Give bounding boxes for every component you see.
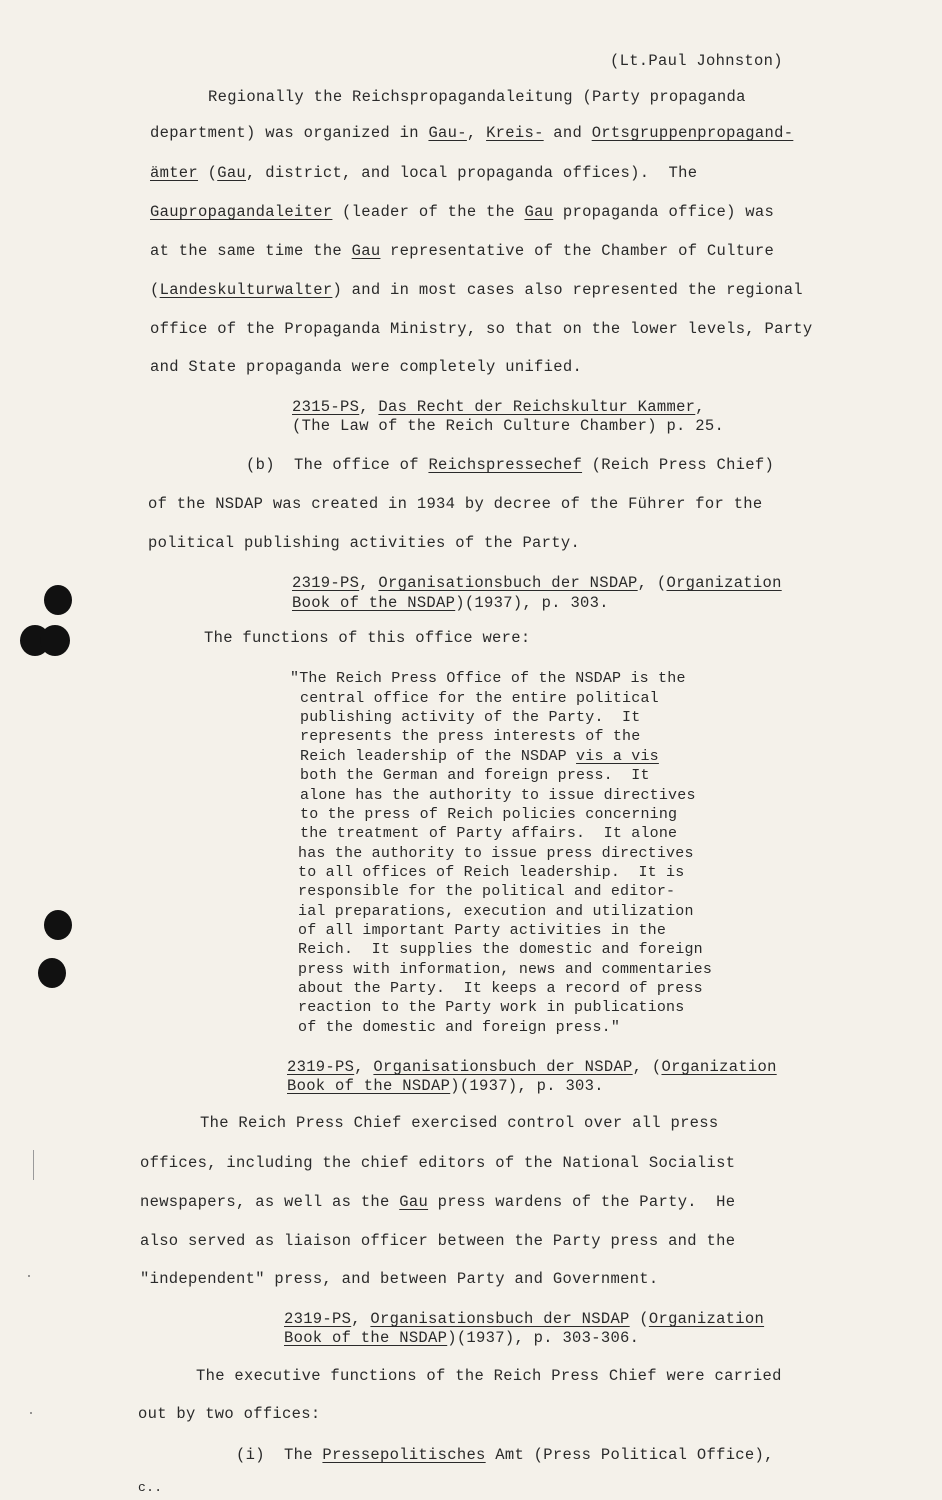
citation <box>292 398 705 416</box>
text-run: , <box>351 1310 371 1328</box>
text-run: press wardens of the Party. He <box>428 1193 736 1211</box>
p3-line: also served as liaison officer between the Party press and the <box>140 1232 736 1250</box>
term-gau: Gau- <box>428 124 467 142</box>
text-run: , <box>466 124 487 142</box>
p4-line: out by two offices: <box>138 1405 321 1423</box>
p3-line <box>140 1193 735 1211</box>
quote-line: responsible for the political and editor- <box>298 883 676 900</box>
author-header: (Lt.Paul Johnston) <box>610 52 783 70</box>
catchword: c.. <box>138 1480 163 1495</box>
margin-mark <box>28 1275 30 1277</box>
punch-hole <box>44 910 72 940</box>
citation-doc: 2319-PS <box>292 574 360 592</box>
quote-line <box>300 748 659 765</box>
citation <box>287 1058 777 1076</box>
text-run: ( <box>629 1310 649 1328</box>
text-run: , <box>695 398 705 416</box>
citation-translation: Book of the NSDAP <box>287 1077 451 1095</box>
citation <box>292 574 782 592</box>
citation <box>292 594 609 612</box>
citation-translation: Book of the NSDAP <box>284 1329 448 1347</box>
citation-doc: 2319-PS <box>287 1058 355 1076</box>
quote-line: reaction to the Party work in publications <box>298 999 685 1016</box>
quote-line: ial preparations, execution and utilization <box>298 903 694 920</box>
text-run: ( <box>150 281 160 299</box>
text-run: Amt (Press Political Office), <box>485 1446 774 1464</box>
text-run: (i) The <box>236 1446 323 1464</box>
citation-translation: Organization <box>648 1310 765 1328</box>
p2-line: of the NSDAP was created in 1934 by decree of the Führer for the <box>148 495 763 513</box>
citation <box>284 1329 639 1347</box>
quote-line: central office for the entire political <box>300 690 659 707</box>
p1-line <box>150 203 774 221</box>
text-run: ) and in most cases also represented the regional <box>332 281 803 299</box>
punch-hole <box>40 625 70 656</box>
p1-line: office of the Propaganda Ministry, so that on the lower levels, Party <box>150 320 813 338</box>
functions-intro: The functions of this office were: <box>204 629 531 647</box>
quote-line: alone has the authority to issue directives <box>300 787 696 804</box>
quote-line: has the authority to issue press directives <box>298 845 694 862</box>
p1-line: and State propaganda were completely unified. <box>150 358 583 376</box>
quote-line: of all important Party activities in the <box>298 922 667 939</box>
quote-line: publishing activity of the Party. It <box>300 709 641 726</box>
punch-hole <box>44 585 72 615</box>
p3-line: The Reich Press Chief exercised control over all press <box>200 1114 719 1132</box>
p1-line <box>150 242 774 260</box>
item-i <box>236 1446 774 1464</box>
term-gaupropagandaleiter: Gaupropagandaleiter <box>150 203 333 221</box>
p1-line: Regionally the Reichspropagandaleitung (Party propaganda <box>208 88 746 106</box>
text-run: at the same time the <box>150 242 352 260</box>
quote-line: of the domestic and foreign press." <box>298 1019 621 1036</box>
term-pressepolitisches: Pressepolitisches <box>322 1446 486 1464</box>
quote-line: Reich. It supplies the domestic and foreign <box>298 941 703 958</box>
text-run: , <box>359 398 379 416</box>
text-run: newspapers, as well as the <box>140 1193 400 1211</box>
text-run: and <box>543 124 592 142</box>
term-vis-a-vis: vis a vis <box>576 748 659 765</box>
p3-line: "independent" press, and between Party and Government. <box>140 1270 659 1288</box>
citation-translation: Book of the NSDAP <box>292 594 456 612</box>
term-landeskulturwalter: Landeskulturwalter <box>159 281 333 299</box>
p2-line: political publishing activities of the Party. <box>148 534 581 552</box>
margin-mark <box>30 1412 32 1414</box>
p1-line <box>150 124 793 142</box>
citation: (The Law of the Reich Culture Chamber) p. 25. <box>292 417 725 435</box>
citation-doc: 2319-PS <box>284 1310 352 1328</box>
text-run: representative of the Chamber of Culture <box>380 242 775 260</box>
quote-line: to all offices of Reich leadership. It is <box>298 864 685 881</box>
text-run: Reich leadership of the NSDAP <box>300 748 577 765</box>
term-ortsgruppen: Ortsgruppenpropagand- <box>591 124 794 142</box>
p3-line: offices, including the chief editors of the National Socialist <box>140 1154 736 1172</box>
quote-line: represents the press interests of the <box>300 728 641 745</box>
text-run: )(1937), p. 303-306. <box>447 1329 640 1347</box>
text-run: , ( <box>637 574 667 592</box>
text-run: (b) The office of <box>246 456 429 474</box>
term-gau: Gau <box>524 203 554 221</box>
citation-translation: Organization <box>666 574 782 592</box>
term-aemter: ämter <box>150 164 199 182</box>
p4-line: The executive functions of the Reich Press Chief were carried <box>196 1367 782 1385</box>
term-gau: Gau <box>217 164 247 182</box>
citation <box>284 1310 764 1328</box>
citation-title: Organisationsbuch der NSDAP <box>373 1058 633 1076</box>
punch-hole <box>38 958 66 988</box>
quote-line: the treatment of Party affairs. It alone <box>300 825 678 842</box>
text-run: (leader of the the <box>332 203 525 221</box>
text-run: )(1937), p. 303. <box>455 594 609 612</box>
p1-line <box>150 281 803 299</box>
term-gau: Gau <box>399 1193 429 1211</box>
quote-line: about the Party. It keeps a record of press <box>298 980 703 997</box>
citation-title: Organisationsbuch der NSDAP <box>370 1310 630 1328</box>
quote-line: "The Reich Press Office of the NSDAP is the <box>290 670 686 687</box>
term-reichspressechef: Reichspressechef <box>428 456 583 474</box>
text-run: )(1937), p. 303. <box>450 1077 604 1095</box>
citation-doc: 2315-PS <box>292 398 360 416</box>
text-run: (Reich Press Chief) <box>582 456 775 474</box>
text-run: , <box>359 574 379 592</box>
quote-line: both the German and foreign press. It <box>300 767 650 784</box>
citation-title: Das Recht der Reichskultur Kammer <box>378 398 696 416</box>
quote-line: to the press of Reich policies concerning <box>300 806 678 823</box>
citation-translation: Organization <box>661 1058 777 1076</box>
text-run: propaganda office) was <box>553 203 775 221</box>
text-run: department) was organized in <box>150 124 429 142</box>
p2-line <box>246 456 774 474</box>
term-kreis: Kreis- <box>486 124 544 142</box>
p1-line <box>150 164 697 182</box>
text-run: ( <box>198 164 218 182</box>
text-run: , district, and local propaganda offices). The <box>246 164 698 182</box>
margin-mark <box>33 1150 34 1180</box>
term-gau: Gau <box>351 242 381 260</box>
citation-title: Organisationsbuch der NSDAP <box>378 574 638 592</box>
text-run: , ( <box>632 1058 662 1076</box>
text-run: , <box>354 1058 374 1076</box>
quote-line: press with information, news and commentaries <box>298 961 713 978</box>
citation <box>287 1077 604 1095</box>
